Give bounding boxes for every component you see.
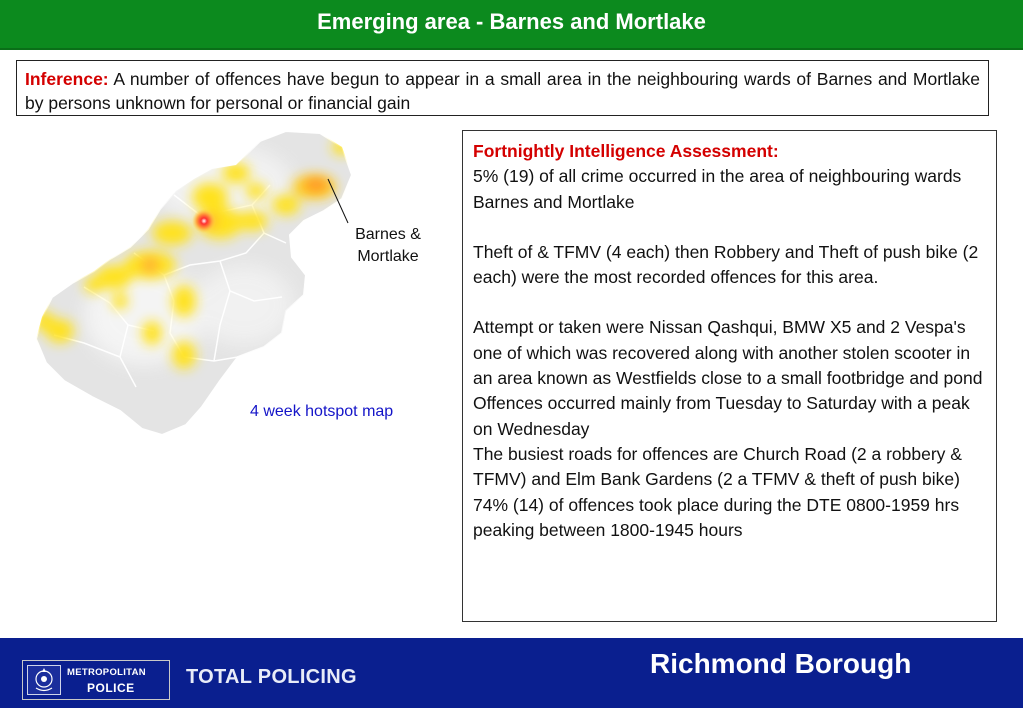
footer-bar (0, 638, 1023, 708)
assessment-para-times: 74% (14) of offences took place during the DTE 0800-1959 hrs peaking between 1800-1945 hours (473, 494, 960, 540)
assessment-box (462, 130, 997, 622)
crest-icon (27, 665, 61, 695)
met-police-logo (22, 660, 170, 700)
inference-box (16, 60, 989, 116)
inference-text: A number of offences have begun to appear in a small area in the neighbouring wards of Barnes and Mortlake by persons unknown for personal or financial gain (25, 69, 980, 113)
map-area-label-line2: Mortlake (357, 248, 419, 265)
assessment-para-offences: Theft of & TFMV (4 each) then Robbery and Theft of push bike (2 each) were the most recorded offences for this area. (473, 241, 979, 288)
map-area-label-line1: Barnes & (355, 226, 421, 243)
assessment-para-crime-share: 5% (19) of all crime occurred in the area of neighbouring wards Barnes and Mortlake (473, 166, 962, 212)
map-area-label (340, 224, 436, 268)
assessment-para-vehicles: Attempt or taken were Nissan Qashqui, BMW X5 and 2 Vespa's one of which was recovered along with another stolen scooter in an area known as Westfields close to a small footbridge and pond (473, 317, 983, 389)
logo-text-metropolitan: METROPOLITAN (67, 667, 146, 678)
map-caption: 4 week hotspot map (250, 403, 394, 420)
assessment-para-roads: The busiest roads for offences are Church Road (2 a robbery & TFMV) and Elm Bank Gardens (2 a TFMV & theft of push bike) (473, 443, 962, 490)
borough-title: Richmond Borough (650, 648, 912, 679)
inference-label: Inference: (25, 69, 109, 89)
logo-text-police: POLICE (87, 681, 135, 695)
tagline: TOTAL POLICING (186, 666, 357, 688)
hotspot-peak (192, 209, 216, 233)
page-title: Emerging area - Barnes and Mortlake (0, 0, 1023, 50)
assessment-heading: Fortnightly Intelligence Assessment: (473, 141, 779, 161)
assessment-para-days: Offences occurred mainly from Tuesday to Saturday with a peak on Wednesday (473, 393, 970, 439)
